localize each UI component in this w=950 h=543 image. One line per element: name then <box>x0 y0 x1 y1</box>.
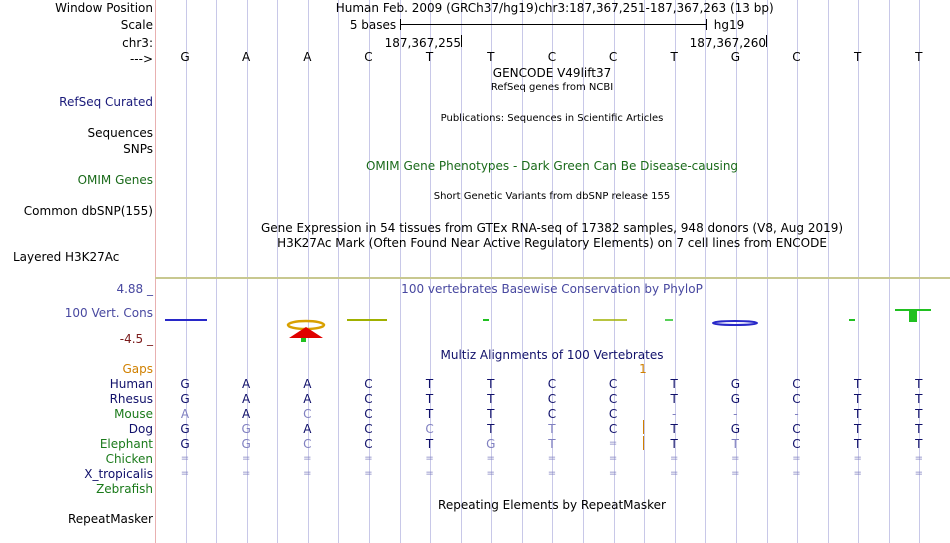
alignment-base: C <box>364 392 373 406</box>
dbsnp-title[interactable]: Short Genetic Variants from dbSNP release 155 <box>433 191 671 202</box>
alignment-base: C <box>425 422 434 436</box>
omim-label[interactable]: OMIM Genes <box>77 173 153 187</box>
alignment-base: C <box>608 377 618 391</box>
window-position-label: Window Position <box>55 1 153 15</box>
base-letter: T <box>425 50 434 64</box>
alignment-base: T <box>670 392 678 406</box>
alignment-base: G <box>486 437 496 451</box>
insertion-marker-1 <box>643 420 644 434</box>
alignment-base: C <box>364 422 373 436</box>
alignment-base: = <box>914 468 923 479</box>
base-letter: C <box>608 50 618 64</box>
alignment-base: C <box>364 437 373 451</box>
h3k27ac-title[interactable]: H3K27Ac Mark (Often Found Near Active Regulatory Elements) on 7 cell lines from ENCODE <box>277 236 827 250</box>
coord-tick-left <box>461 35 462 47</box>
phylop-graph <box>155 296 950 346</box>
phylop-bar-12 <box>909 310 917 322</box>
alignment-base: = <box>608 468 618 479</box>
alignment-base: C <box>547 377 557 391</box>
alignment-base: C <box>547 392 557 406</box>
alignment-base: A <box>242 377 251 391</box>
assembly-name: Human Feb. 2009 (GRCh37/hg19) <box>335 1 539 15</box>
species-label[interactable]: Zebrafish <box>96 482 153 496</box>
alignment-base: T <box>915 422 923 436</box>
base-letter: T <box>853 50 862 64</box>
alignment-base: C <box>547 407 557 421</box>
alignment-base: A <box>242 392 251 406</box>
alignment-base: T <box>915 377 923 391</box>
phylop-title[interactable]: 100 vertebrates Basewise Conservation by PhyloP <box>401 282 703 296</box>
alignment-base: T <box>670 422 678 436</box>
alignment-base: T <box>425 377 434 391</box>
alignment-base: = <box>914 453 923 464</box>
alignment-base: T <box>487 392 495 406</box>
base-letter: A <box>242 50 251 64</box>
alignment-base: - <box>733 407 738 421</box>
gtex-title[interactable]: Gene Expression in 54 tissues from GTEx RNA-seq of 17382 samples, 948 donors (V8, Aug 2019) <box>260 221 844 235</box>
alignment-base: G <box>241 437 251 451</box>
alignment-base: T <box>425 392 434 406</box>
phylop-bar-9 <box>713 321 757 325</box>
alignment-base: T <box>853 407 862 421</box>
alignment-base: C <box>792 377 801 391</box>
alignment-base: T <box>487 407 495 421</box>
omim-title[interactable]: OMIM Gene Phenotypes - Dark Green Can Be Disease-causing <box>365 159 739 173</box>
alignment-base: G <box>730 377 740 391</box>
h3k27ac-label[interactable]: Layered H3K27Ac <box>13 250 120 264</box>
base-letter: C <box>364 50 373 64</box>
alignment-base: T <box>915 407 923 421</box>
dbsnp-label[interactable]: Common dbSNP(155) <box>23 204 153 218</box>
cons-label[interactable]: 100 Vert. Cons <box>64 306 153 320</box>
alignment-base: G <box>180 437 190 451</box>
alignment-base: = <box>241 453 251 464</box>
scale-bar <box>400 24 706 25</box>
base-letter: T <box>487 50 495 64</box>
species-label[interactable]: Rhesus <box>109 392 153 406</box>
phylop-bar-4 <box>301 338 306 342</box>
scale-assembly: hg19 <box>713 18 745 32</box>
alignment-base: T <box>548 437 556 451</box>
alignment-base: T <box>853 377 862 391</box>
species-label[interactable]: Human <box>109 377 153 391</box>
grid-line <box>216 0 217 543</box>
alignment-base: C <box>792 392 801 406</box>
alignment-base: T <box>548 422 556 436</box>
species-label[interactable]: Mouse <box>114 407 153 421</box>
grid-line <box>705 0 706 543</box>
alignment-base: C <box>364 377 373 391</box>
coord-tick-right <box>766 35 767 47</box>
alignment-base: = <box>853 453 862 464</box>
alignment-base: = <box>792 468 801 479</box>
refseq-subtitle: RefSeq genes from NCBI <box>490 82 614 93</box>
grid-line <box>277 0 278 543</box>
grid-line <box>338 0 339 543</box>
alignment-base: C <box>792 437 801 451</box>
base-letter: T <box>915 50 923 64</box>
alignment-base: = <box>303 453 312 464</box>
grid-line <box>400 0 401 543</box>
species-label[interactable]: Chicken <box>105 452 153 466</box>
alignment-base: T <box>487 377 495 391</box>
sequences-label[interactable]: Sequences <box>87 126 153 140</box>
alignment-base: T <box>853 437 862 451</box>
insertion-marker-2 <box>643 436 644 450</box>
chrom-label: chr3: <box>122 36 153 50</box>
base-letter: G <box>180 50 190 64</box>
alignment-base: - <box>672 407 677 421</box>
base-letter: T <box>670 50 678 64</box>
alignment-base: = <box>364 453 373 464</box>
alignment-base: = <box>180 453 190 464</box>
repeat-label[interactable]: RepeatMasker <box>67 512 153 526</box>
alignment-base: T <box>670 437 678 451</box>
grid-line <box>889 0 890 543</box>
alignment-base: = <box>364 468 373 479</box>
position-text[interactable]: chr3:187,367,251-187,367,263 (13 bp) <box>538 1 774 15</box>
gaps-label[interactable]: Gaps <box>122 362 153 376</box>
alignment-base: = <box>792 453 801 464</box>
scale-text: 5 bases <box>349 18 397 32</box>
alignment-base: C <box>608 407 618 421</box>
publications-title[interactable]: Publications: Sequences in Scientific Articles <box>440 113 664 124</box>
base-letter: C <box>547 50 557 64</box>
coord-right: 187,367,260 <box>689 36 766 50</box>
alignment-base: = <box>669 453 679 464</box>
grid-line <box>767 0 768 543</box>
alignment-base: = <box>608 438 618 449</box>
grid-line <box>828 0 829 543</box>
grid-line <box>644 0 645 543</box>
alignment-base: A <box>303 392 312 406</box>
multiz-title[interactable]: Multiz Alignments of 100 Vertebrates <box>440 348 664 362</box>
alignment-base: = <box>425 453 434 464</box>
label-divider <box>155 0 156 543</box>
alignment-base: = <box>303 468 312 479</box>
grid-line <box>461 0 462 543</box>
alignment-base: G <box>730 392 740 406</box>
coord-left: 187,367,255 <box>384 36 461 50</box>
alignment-base: A <box>303 422 312 436</box>
gencode-title[interactable]: GENCODE V49lift37 <box>492 66 612 80</box>
species-label[interactable]: X_tropicalis <box>84 467 153 481</box>
alignment-base: C <box>303 437 312 451</box>
strand-label: ---> <box>129 52 153 66</box>
alignment-base: A <box>180 407 190 421</box>
snps-label[interactable]: SNPs <box>123 142 153 156</box>
alignment-base: = <box>241 468 251 479</box>
base-letter: G <box>730 50 740 64</box>
alignment-base: A <box>303 377 312 391</box>
alignment-base: T <box>670 377 678 391</box>
alignment-base: = <box>486 468 495 479</box>
alignment-base: = <box>853 468 862 479</box>
alignment-base: C <box>608 392 618 406</box>
alignment-base: = <box>180 468 190 479</box>
scale-label: Scale <box>120 18 153 32</box>
alignment-base: C <box>792 422 801 436</box>
alignment-base: T <box>731 437 740 451</box>
alignment-base: T <box>915 437 923 451</box>
alignment-base: G <box>180 377 190 391</box>
refseq-label[interactable]: RefSeq Curated <box>59 95 153 109</box>
alignment-base: = <box>486 453 495 464</box>
species-label[interactable]: Dog <box>128 422 153 436</box>
alignment-base: - <box>794 407 799 421</box>
base-letter: C <box>792 50 801 64</box>
alignment-base: C <box>608 422 618 436</box>
alignment-base: = <box>669 468 679 479</box>
alignment-base: T <box>425 437 434 451</box>
alignment-base: T <box>425 407 434 421</box>
alignment-base: = <box>425 468 434 479</box>
gaps-value: 1 <box>639 362 647 376</box>
alignment-base: T <box>915 392 923 406</box>
repeat-title[interactable]: Repeating Elements by RepeatMasker <box>438 498 666 512</box>
alignment-base: G <box>180 392 190 406</box>
alignment-base: G <box>241 422 251 436</box>
alignment-base: = <box>547 453 557 464</box>
alignment-base: = <box>608 453 618 464</box>
track-separator <box>155 277 950 279</box>
alignment-base: G <box>180 422 190 436</box>
alignment-base: T <box>487 422 495 436</box>
scale-tick-left <box>400 19 401 30</box>
alignment-base: A <box>242 407 251 421</box>
scale-tick-right <box>706 19 707 30</box>
alignment-base: = <box>731 453 740 464</box>
base-letter: A <box>303 50 312 64</box>
alignment-base: = <box>731 468 740 479</box>
alignment-base: C <box>364 407 373 421</box>
alignment-base: C <box>303 407 312 421</box>
phylop-min: -4.5 _ <box>119 332 153 346</box>
alignment-base: T <box>853 422 862 436</box>
phylop-max: 4.88 _ <box>116 282 153 296</box>
alignment-base: T <box>853 392 862 406</box>
alignment-base: G <box>730 422 740 436</box>
alignment-base: = <box>547 468 557 479</box>
species-label[interactable]: Elephant <box>99 437 153 451</box>
